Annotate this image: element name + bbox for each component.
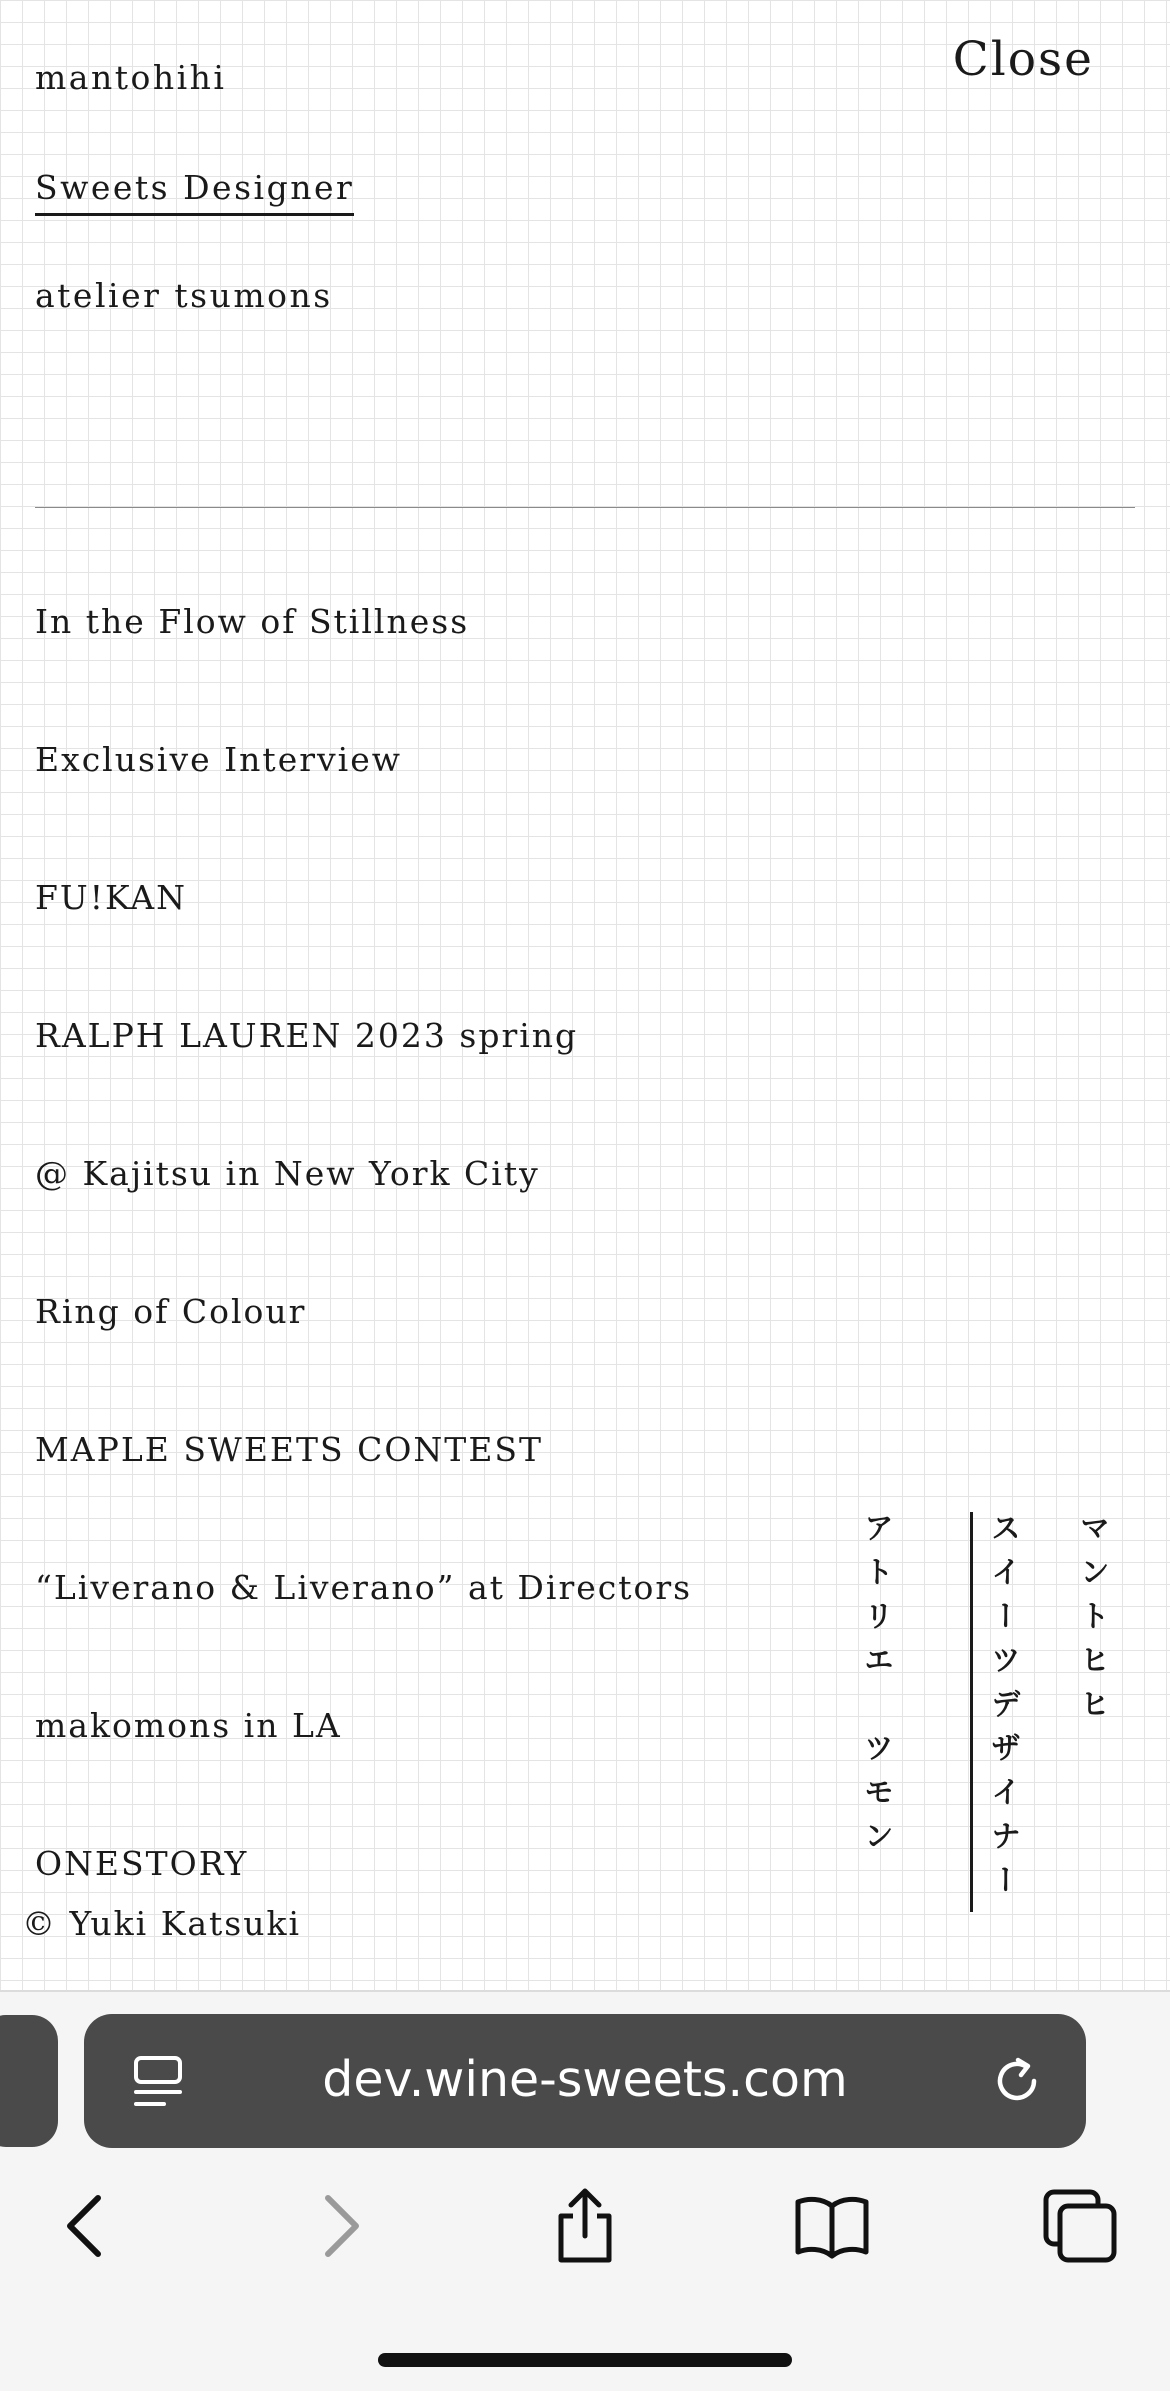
previous-tab-preview[interactable]	[0, 2015, 58, 2147]
site-link-mantohihi[interactable]: mantohihi	[35, 58, 227, 97]
forward-icon[interactable]	[300, 2186, 380, 2266]
back-icon[interactable]	[46, 2186, 126, 2266]
vertical-nav-sweets-designer[interactable]: スイーツデザイナー	[970, 1512, 1017, 1912]
home-indicator	[378, 2353, 792, 2367]
article-link[interactable]: “Liverano & Liverano” at Directors	[35, 1568, 693, 1607]
address-bar[interactable]	[84, 2014, 1086, 2148]
article-link[interactable]: RALPH LAUREN 2023 spring	[35, 1016, 579, 1055]
share-icon[interactable]	[545, 2186, 625, 2266]
reload-icon[interactable]	[990, 2054, 1044, 2108]
bookmarks-icon[interactable]	[792, 2186, 872, 2266]
tabs-icon[interactable]	[1040, 2186, 1120, 2266]
vertical-nav-mantohihi[interactable]: マントヒヒ	[1074, 1512, 1109, 1732]
site-link-sweets-designer[interactable]: Sweets Designer	[35, 168, 354, 216]
article-link[interactable]: In the Flow of Stillness	[35, 602, 470, 641]
article-link[interactable]: @ Kajitsu in New York City	[35, 1154, 540, 1193]
url-text[interactable]: dev.wine-sweets.com	[322, 2051, 848, 2108]
divider	[35, 507, 1135, 508]
article-link[interactable]: makomons in LA	[35, 1706, 342, 1745]
vertical-nav-atelier-tsumons[interactable]: アトリエ ツモン	[858, 1512, 893, 1864]
article-link[interactable]: MAPLE SWEETS CONTEST	[35, 1430, 544, 1469]
article-link[interactable]: FU!KAN	[35, 878, 187, 917]
article-link[interactable]: Exclusive Interview	[35, 740, 402, 779]
article-link[interactable]: ONESTORY	[35, 1844, 249, 1883]
article-link[interactable]: Ring of Colour	[35, 1292, 307, 1331]
site-link-atelier-tsumons[interactable]: atelier tsumons	[35, 276, 333, 315]
close-button[interactable]: Close	[952, 32, 1094, 87]
copyright-text: © Yuki Katsuki	[22, 1904, 302, 1943]
